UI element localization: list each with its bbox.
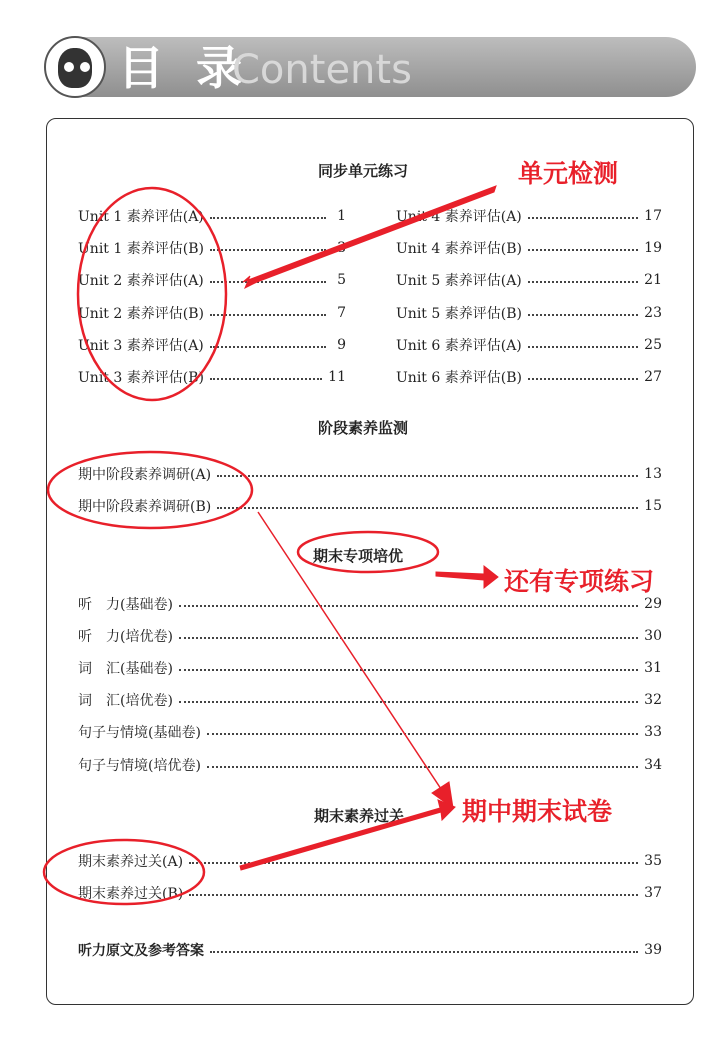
toc-entry[interactable]: Unit 1 素养评估(B)	[78, 238, 346, 258]
toc-entry[interactable]: Unit 5 素养评估(B) 23	[396, 305, 662, 322]
toc-entry[interactable]: Unit 6 素养评估(B) 27	[396, 369, 662, 386]
annotation-special-practice: 还有专项练习	[504, 567, 655, 596]
toc-entry[interactable]: 期末素养过关(B) 37	[78, 885, 662, 902]
section-title-stage: 阶段素养监测	[318, 419, 409, 437]
arrow-unit-test	[243, 186, 496, 288]
toc-entry[interactable]: 期中阶段素养调研(B) 15	[78, 498, 662, 515]
annotation-exams: 期中期末试卷	[462, 797, 613, 826]
toc-entry[interactable]: Unit 4 素养评估(A) 17	[396, 208, 662, 225]
page-title: 目 录	[118, 41, 251, 95]
toc-entry[interactable]: 期中阶段素养调研(A) 13	[78, 466, 662, 483]
toc-entry[interactable]: Unit 4 素养评估(B) 19	[396, 240, 662, 257]
toc-entry[interactable]: Unit 5 素养评估(A) 21	[396, 272, 662, 289]
toc-entry[interactable]: Unit 3 素养评估(A) 9	[78, 337, 346, 354]
toc-entry[interactable]: Unit 1 素养评估(A) 1	[78, 208, 346, 225]
toc-entry[interactable]: 句子与情境(基础卷) 33	[78, 724, 662, 741]
toc-entry[interactable]: 期末素养过关(A) 35	[78, 853, 662, 870]
toc-entry[interactable]: Unit 3 素养评估(B) 11	[78, 369, 346, 386]
toc-entry[interactable]: 句子与情境(培优卷) 34	[78, 757, 662, 774]
circle-final	[44, 840, 204, 904]
toc-entry[interactable]: 词 汇(培优卷) 32	[78, 692, 662, 709]
circle-stage	[48, 452, 252, 528]
toc-entry[interactable]: 听 力(培优卷) 30	[78, 628, 662, 645]
toc-entry[interactable]: Unit 2 素养评估(A) 5	[78, 272, 346, 289]
circle-special-title	[298, 532, 438, 572]
section-title-special: 期末专项培优	[313, 547, 404, 565]
annotation-unit-test: 单元检测	[518, 159, 619, 188]
section-title-sync-units: 同步单元练习	[318, 162, 409, 180]
arrow-final	[240, 800, 455, 870]
toc-entry[interactable]: 听 力(基础卷) 29	[78, 596, 662, 613]
toc-entry-answers[interactable]: 听力原文及参考答案 39	[78, 942, 662, 959]
arrow-special	[436, 566, 498, 588]
section-title-final: 期末素养过关	[314, 807, 405, 825]
circle-left-units	[78, 188, 226, 400]
arrow-stage-line	[258, 512, 445, 795]
toc-entry[interactable]: 词 汇(基础卷) 31	[78, 660, 662, 677]
page-subtitle: Contents	[232, 47, 412, 93]
toc-entry[interactable]: Unit 2 素养评估(B) 7	[78, 305, 346, 322]
toc-entry[interactable]: Unit 6 素养评估(A) 25	[396, 337, 662, 354]
